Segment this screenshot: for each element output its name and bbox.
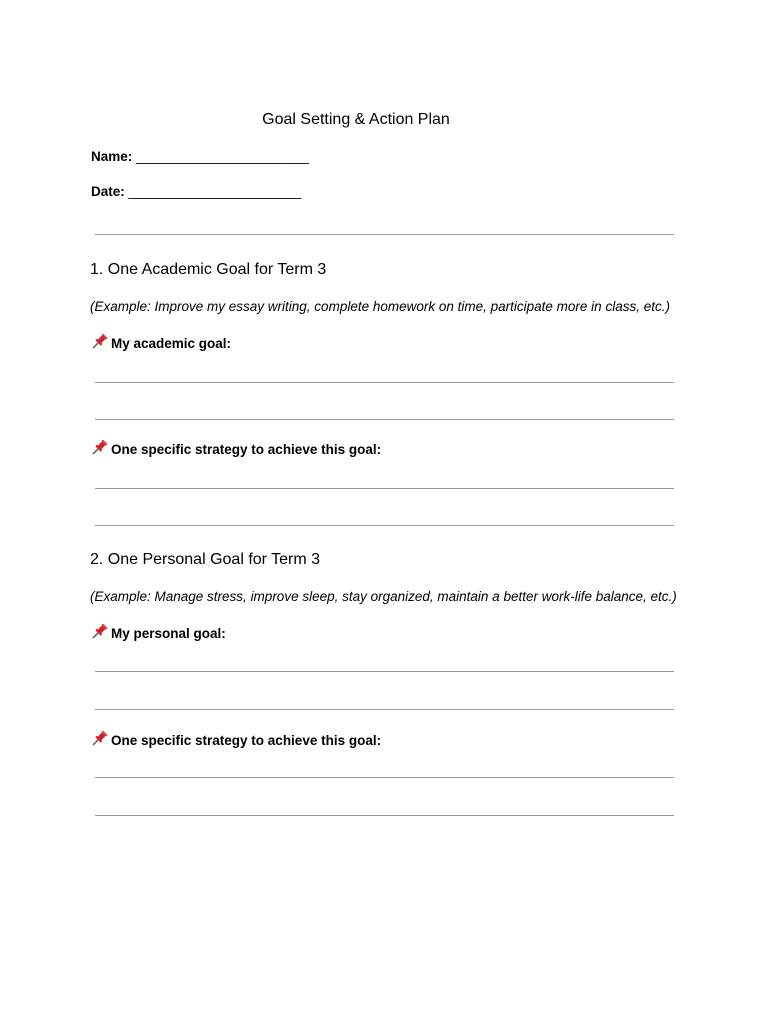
personal-goal-prompt [90,625,226,643]
pushpin-icon [90,625,108,639]
academic-strategy-line-1[interactable] [95,488,674,489]
pushpin-icon [90,732,108,746]
academic-strategy-line-2[interactable] [95,525,674,526]
personal-goal-line-1[interactable] [95,671,674,672]
academic-goal-line-2[interactable] [95,419,674,420]
academic-goal-label: My academic goal: [111,336,232,351]
academic-goal-line-1[interactable] [95,382,674,383]
personal-goal-line-2[interactable] [95,709,674,710]
personal-strategy-prompt [90,732,381,750]
section-heading-academic: 1. One Academic Goal for Term 3 [90,261,327,278]
academic-strategy-prompt [90,441,381,459]
document-title: Goal Setting & Action Plan [262,111,450,128]
personal-strategy-line-1[interactable] [95,777,674,778]
personal-goal-label: My personal goal: [111,626,226,641]
pushpin-icon [90,441,108,455]
name-field[interactable] [91,148,309,166]
example-text-academic: (Example: Improve my essay writing, complete homework on time, participate more in class, etc.) [90,299,670,314]
name-blank[interactable]: _______________________ [136,149,309,164]
date-field[interactable] [91,183,301,201]
example-text-personal: (Example: Manage stress, improve sleep, stay organized, maintain a better work-life balance, etc.) [90,589,677,604]
academic-strategy-label: One specific strategy to achieve this goal: [111,442,382,457]
name-label: Name: [91,149,133,164]
personal-strategy-label: One specific strategy to achieve this goal: [111,733,382,748]
section-heading-personal: 2. One Personal Goal for Term 3 [90,551,321,568]
personal-strategy-line-2[interactable] [95,815,674,816]
academic-goal-prompt [90,335,231,353]
date-label: Date: [91,184,125,199]
pushpin-icon [90,335,108,349]
date-blank[interactable]: _______________________ [128,184,302,199]
divider-line [95,234,674,235]
